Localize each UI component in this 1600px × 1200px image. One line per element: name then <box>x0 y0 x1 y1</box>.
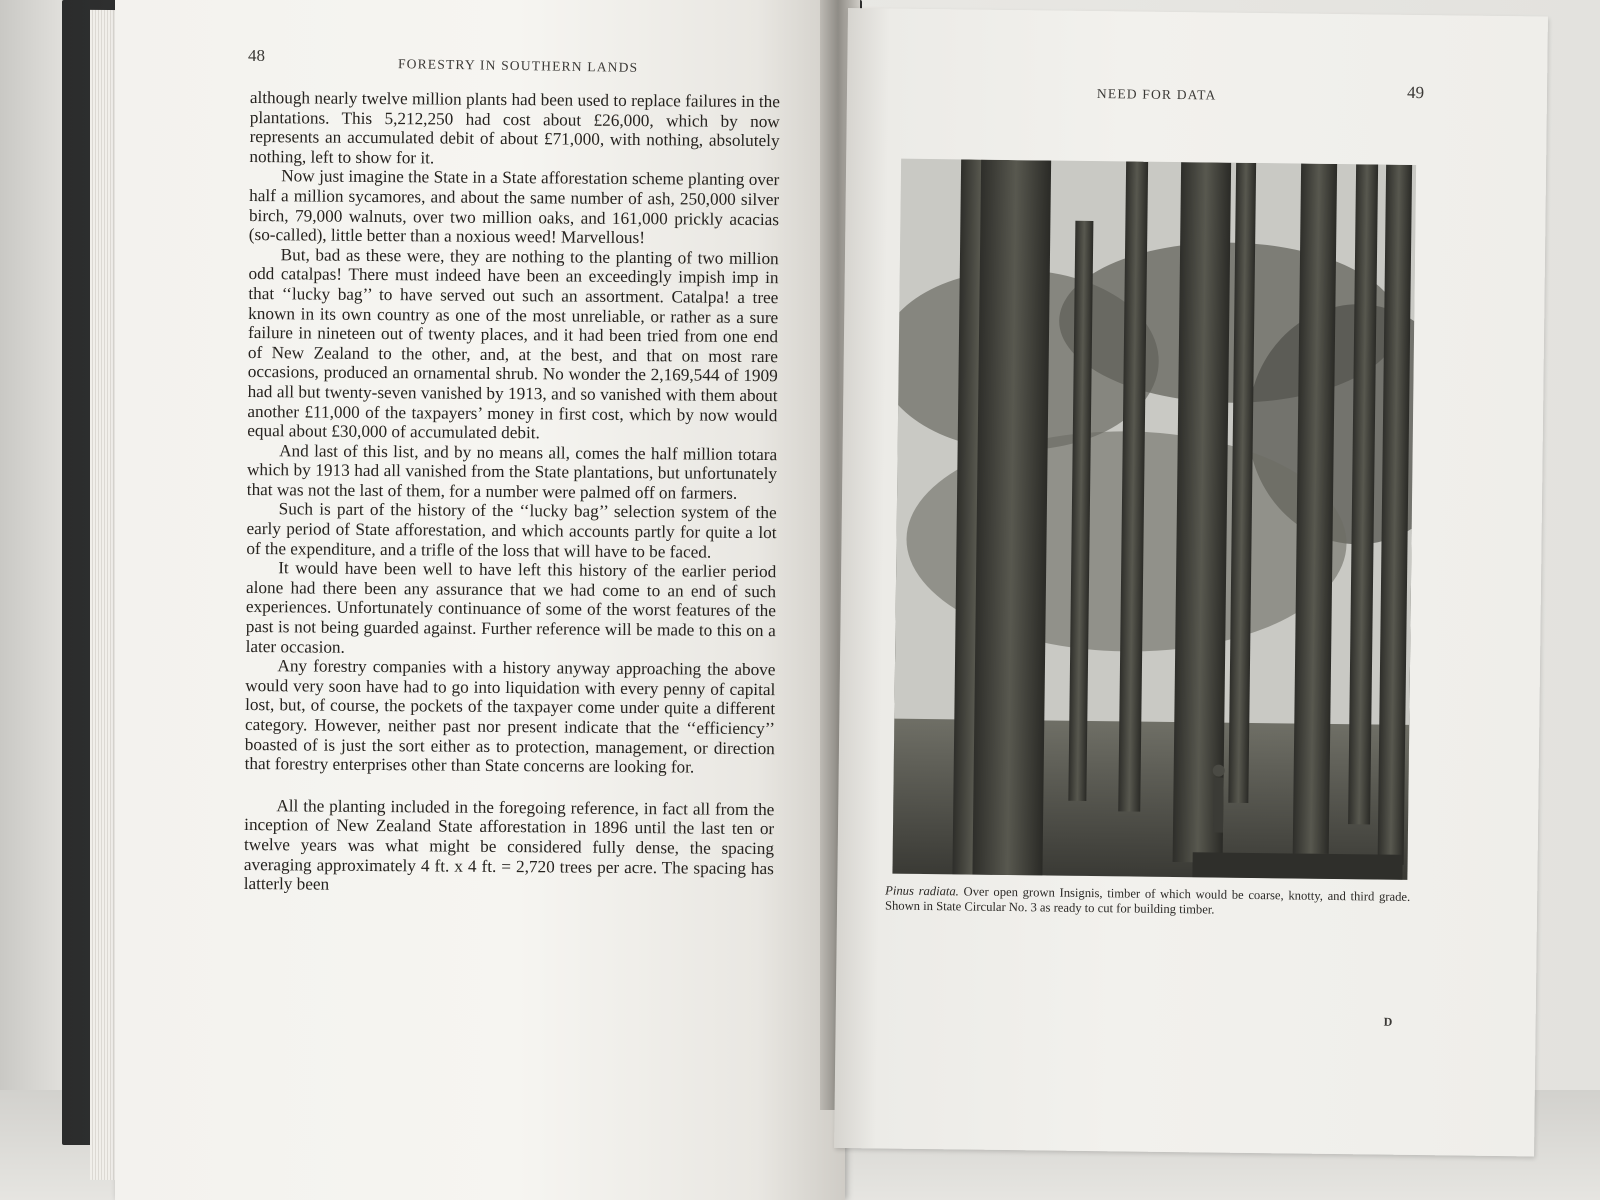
photo-caption <box>885 884 1410 920</box>
right-page <box>834 8 1548 1156</box>
caption-species: Pinus radiata. <box>885 883 959 899</box>
right-page-number: 49 <box>1406 82 1425 103</box>
paragraph: It would have been well to have left this history of the earlier period alone had there been any assurance that we had come to an end of such experiences. Unfortunately continuance of some of the worst features of the past is not being guarded against. Further reference will be made to this on a later occasion. <box>245 558 777 657</box>
paragraph: Such is part of the history of the ‘‘lucky bag’’ selection system of the early period of State afforestation, and which accounts partly for quite a lot of the expenditure, and a trifle of the loss that will have to be faced. <box>246 499 777 562</box>
paragraph: although nearly twelve million plants had been used to replace failures in the plantations. This 5,212,250 had cost about £26,000, which by now represents an accumulated debit of about £71,000, with nothing, absolutely nothing, left to show for it. <box>249 88 780 168</box>
paragraph: All the planting included in the foregoing reference, in fact all from the inception of New Zealand State afforestation in 1896 until the last ten or twelve years was what might be considered fully dense, the spacing averaging approximately 4 ft. x 4 ft. = 2,720 trees per acre. The spacing has latterly been <box>243 796 775 894</box>
paragraph: Any forestry companies with a history anyway approaching the above would very soon have had to go into liquidation with every penny of capital lost, but, of course, the pockets of the taxpayer come under quite a different category. However, neither past nor present indicate that the ‘‘efficiency’’ boasted of is just the sort either as to protection, management, or direction that forestry enterprises other than State concerns are looking for. <box>244 656 776 777</box>
left-page-number: 48 <box>248 46 265 65</box>
signature-mark: D <box>1383 1014 1393 1029</box>
pine-trees-image <box>892 159 1416 880</box>
left-running-head: FORESTRY IN SOUTHERN LANDS <box>397 56 639 75</box>
right-running-head: NEED FOR DATA <box>1096 86 1217 103</box>
paragraph: But, bad as these were, they are nothing to the planting of two million odd catalpas! There must indeed have been an exceedingly impish imp in that ‘‘lucky bag’’ to have served out such an assortment. Catalpa! a tree known in its own country as one of the most unreliable, or rather as a sure failure in nineteen out of twenty places, and it had been tried from one end of New Zealand to the other, and, at the best, and that on most rare occasions, produced an ornamental shrub. No wonder the 2,169,544 of 1909 had all but twenty-seven vanished by 1913, and so vanished with them about another £11,000 of the taxpayers’ money in first cost, which by now would equal about £30,000 of accumulated debit. <box>247 244 779 443</box>
paragraph: Now just imagine the State in a State afforestation scheme planting over half a million sycamores, and about the same number of ash, 250,000 silver birch, 79,000 walnuts, over two million oaks, and 161,000 prickly acacias (so-called), little better than a noxious weed! Marvellous! <box>248 166 780 248</box>
paragraph: And last of this list, and by no means all, comes the half million totara which by 1913 had all vanished from the State plantations, but unfortunately that was not the last of them, for a number were palmed off on farmers. <box>246 440 778 503</box>
forest-photograph <box>892 159 1416 880</box>
caption-text: Over open grown Insignis, timber of which would be coarse, knotty, and third grade. Shown in State Circular No. 3 as ready to cut for building timber. <box>884 884 1411 917</box>
left-body-text <box>244 88 780 898</box>
